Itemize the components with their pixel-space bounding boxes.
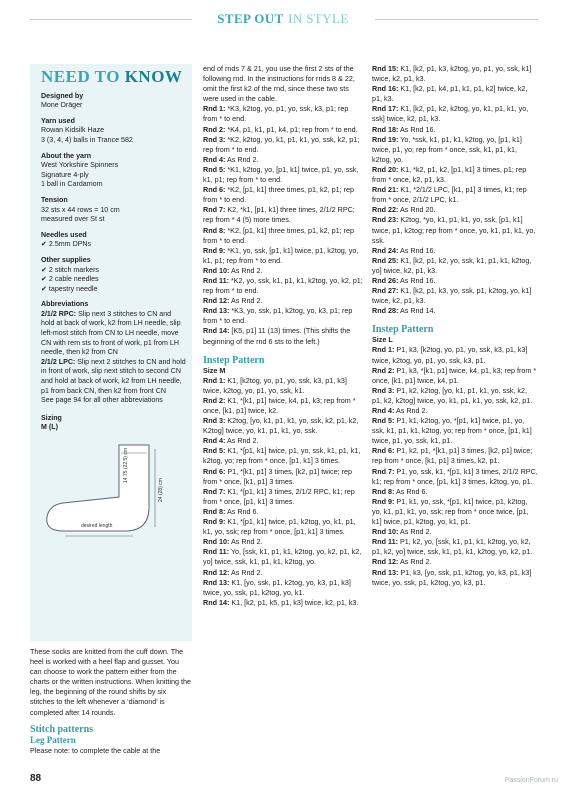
abbreviation-text: Slip next 2 stitches to CN and hold in front of work, slip next stitch to second CN and hold at back of work, k2 from LH needle, p1 from back CN, then k2 from front CN [41, 357, 186, 395]
round-row [372, 256, 538, 276]
round-label: Rnd 14: [203, 597, 230, 607]
round-text: As Rnd 2. [394, 406, 428, 415]
round-label: Rnd 24: [372, 245, 399, 255]
sidebar-section-line: ✔ 2 stitch markers [41, 265, 99, 274]
sidebar-section-label: Designed by [41, 91, 84, 100]
sidebar-section-line: measured over St st [41, 215, 105, 224]
round-row [203, 125, 363, 135]
round-text: As Rnd 2. [229, 265, 263, 275]
round-text: As Rnd 14. [398, 306, 436, 316]
round-row [372, 557, 538, 567]
round-row [372, 366, 538, 386]
round-text: P1, k3, [yo, ssk, p1, k2tog, yo, k3, p1, k3] twice, yo, ssk, p1, k2tog, yo, k3, p1. [372, 567, 532, 587]
round-row [203, 547, 363, 567]
round-label: Rnd 17: [372, 104, 399, 114]
round-text: As Rnd 16. [398, 275, 436, 285]
round-label: Rnd 5: [203, 446, 226, 456]
round-row [203, 487, 363, 507]
round-row [372, 276, 538, 286]
round-label: Rnd 2: [203, 395, 226, 405]
sidebar-section-label: Yarn used [41, 116, 75, 125]
column-middle [203, 64, 363, 608]
abbreviation-key: 2/1/2 RPC: [41, 309, 77, 318]
abbreviations-label: Abbreviations [41, 300, 89, 309]
page-number: 88 [30, 773, 42, 784]
abbreviation-text: Slip next 3 stitches to CN and hold at back of work, k2 from LH needle, slip left-most stitch from CN to LH needle, move CN with rem sts to front of work, p1 from LH needle, then k2 from CN [41, 309, 181, 357]
round-label: Rnd 3: [203, 416, 226, 426]
sidebar-section-line: 1 ball in Cardamom [41, 180, 103, 189]
sizing-label: Sizing [41, 413, 62, 422]
need-to-know-box [30, 64, 192, 641]
round-row [372, 568, 538, 588]
round-text: As Rnd 16. [398, 245, 436, 255]
round-text: K1, [yo, ssk, p1, k2tog, yo, k3, p1, k3] twice, yo, ssk, p1, k2tog, yo, k1. [203, 577, 351, 597]
round-text: P1, k1, k2tog, yo, *[p1, k1] twice, p1, yo, ssk, k1, p1, k1, k2tog, yo; rep from * once, [p1, k1] twice, p1, yo, ssk, k1, p1. [372, 416, 532, 446]
round-text: As Rnd 2. [398, 527, 432, 537]
round-text: P1, *[k1, p1] 3 times, [k2, p1] twice; rep from * once, [k1, p1] 3 times. [203, 466, 352, 486]
round-label: Rnd 26: [372, 275, 399, 285]
abbreviations-list [41, 310, 186, 396]
need-to-know-title: NEED TO KNOW [41, 67, 183, 86]
sock-side-label: 24 (28) cm [158, 478, 164, 502]
round-text: *K4, p1, k1, p1, k4, p1; rep from * to end. [225, 124, 358, 134]
round-label: Rnd 1: [372, 345, 395, 355]
round-row [372, 416, 538, 446]
stitch-patterns-heading: Stitch patterns [30, 723, 94, 735]
round-text: K1, *[p1, k1] twice, p1, yo, ssk, k1, p1, k1, k2tog, yo; rep from * once, [p1, k1] 3 times. [203, 446, 361, 466]
sock-diagram [41, 439, 186, 539]
round-row [372, 446, 538, 466]
round-label: Rnd 11: [203, 275, 229, 285]
watermark: PassionForum.ru [504, 777, 558, 784]
round-text: *K2, [p1, k1] three times, p1, k2, p1; rep from * to end. [203, 225, 355, 245]
round-label: Rnd 4: [372, 406, 395, 415]
sidebar-sections [41, 92, 186, 295]
round-row [203, 276, 363, 296]
round-row [203, 507, 363, 517]
round-text: *K2, k2tog, yo, k1, p1, k1, yo, ssk, k2, p1; rep from * to end. [203, 134, 360, 154]
round-text: *K2, yo, ssk, k1, p1, k1, k2tog, yo, k2, p1; rep from * to end. [203, 275, 363, 296]
round-text: As Rnd 2. [229, 296, 263, 306]
abbreviation-entry [41, 310, 186, 358]
sidebar-section-line: Signature 4-ply [41, 170, 89, 179]
round-text: *K3, k2tog, yo, p1, yo, ssk, k3, p1; rep from * to end. [203, 104, 349, 124]
instep-heading-l: Instep Pattern [372, 324, 434, 336]
instep-heading: Instep Pattern [203, 354, 265, 366]
round-label: Rnd 10: [372, 527, 399, 537]
round-label: Rnd 8: [203, 506, 226, 516]
round-label: Rnd 5: [372, 416, 395, 426]
round-text: K2, *k1, [p1, k1] three times, 2/1/2 RPC; rep from * 4 (5) more times. [203, 205, 355, 225]
round-label: Rnd 3: [372, 385, 395, 395]
round-row [203, 135, 363, 155]
round-row [372, 246, 538, 256]
intro-text: These socks are knitted from the cuff down. The heel is worked with a heel flap and gusset. You can choose to work the pattern either from the charts or the written instructions. When knitting the leg, the beginning of the round shifts by six stitches to the left whenever a ‘diamond’ is completed after 14 rounds. [30, 647, 191, 717]
round-row [372, 125, 538, 135]
instep-m-rows-b [372, 64, 538, 316]
round-label: Rnd 9: [203, 245, 226, 255]
round-text: K1, [k2, p1, k3, k2tog, yo, p1, yo, ssk, k1] twice, k2, p1, k3. [372, 64, 532, 84]
round-row [203, 205, 363, 225]
round-row [372, 467, 538, 487]
round-label: Rnd 12: [372, 557, 399, 567]
round-row [372, 215, 538, 245]
round-text: K1, [k2, p1, k2, k2tog, yo, k1, p1, k1, yo, ssk] twice, k2, p1, k3. [372, 104, 529, 124]
header-rule-left [30, 19, 192, 20]
round-row [203, 185, 363, 205]
round-label: Rnd 6: [372, 446, 395, 456]
round-label: Rnd 14: [203, 326, 230, 336]
leg-note: Please note: to complete the cable at the [30, 745, 161, 755]
round-row [203, 266, 363, 276]
round-text: P1, yo, ssk, k1, *[p1, k1] 3 times, 2/1/2 RPC, k1; rep from * once, [p1, k1] 3 times, k2tog, yo, p1. [372, 466, 538, 486]
round-row [203, 104, 363, 124]
round-text: P1, k2, k2tog, [yo, k1, p1, k1, yo, ssk, k2, p1, k2, k2tog] twice, yo, k1, p1, k1, yo, ssk, k2, p1. [372, 385, 533, 405]
round-label: Rnd 9: [203, 517, 226, 527]
sidebar-section-label: Tension [41, 195, 68, 204]
round-label: Rnd 11: [203, 547, 229, 557]
round-label: Rnd 23: [372, 215, 399, 225]
round-row [372, 487, 538, 497]
round-row [203, 246, 363, 266]
round-text: As Rnd 16. [398, 124, 436, 134]
round-label: Rnd 2: [372, 365, 395, 375]
round-row [372, 64, 538, 84]
round-text: K1, [k2tog, yo, p1, yo, ssk, k3, p1, k3] twice, k2tog, yo, p1, yo, ssk, k1. [203, 375, 347, 395]
round-label: Rnd 8: [372, 486, 395, 496]
round-label: Rnd 13: [203, 306, 230, 316]
round-row [203, 376, 363, 396]
round-text: K1, [k2, p1, k3, yo, ssk, p1, k2tog, yo, k1] twice, k2, p1, k3. [372, 286, 532, 306]
sidebar-section-line: ✔ 2 cable needles [41, 275, 99, 284]
round-label: Rnd 18: [372, 124, 399, 134]
round-text: K1, [k2, p1, k2, yo, ssk, k1, p1, k1, k2tog, yo] twice, k2, p1, k3. [372, 255, 532, 275]
sidebar-section-line: Mone Dräger [41, 101, 83, 110]
round-row [203, 226, 363, 246]
round-row [203, 517, 363, 537]
abbrev-note: See page 94 for all other abbreviations [41, 396, 163, 405]
round-row [203, 306, 363, 326]
round-text: K2tog, *yo, k1, p1, k1, yo, ssk, [p1, k1] twice, p1, k2tog; rep from * once, yo, k1, p1, k1, yo, ssk. [372, 215, 536, 245]
round-label: Rnd 1: [203, 375, 226, 385]
sidebar-section-line: ✔ 2.5mm DPNs [41, 240, 92, 249]
round-row [203, 436, 363, 446]
instep-l-rows [372, 345, 538, 587]
round-text: As Rnd 2. [398, 557, 432, 567]
round-label: Rnd 4: [203, 154, 226, 164]
round-label: Rnd 25: [372, 255, 399, 265]
round-text: [K5, p1] 11 (13) times. (This shifts the beginning of the rnd 6 sts to the left.) [203, 326, 351, 346]
sidebar-section-label: Needles used [41, 230, 87, 239]
sock-top-label: 14.75 (22.5) cm [123, 447, 129, 483]
col2-intro: end of rnds 7 & 21, you use the first 2 sts of the following rnd. In the instructions for rnds 8 & 22, omit the first k2 of the rnd, since these two sts were used in the cable. [203, 64, 355, 104]
round-label: Rnd 4: [203, 436, 226, 446]
round-text: As Rnd 2. [229, 537, 263, 547]
round-text: K1, *[p1, k1] twice, p1, k2tog, yo, k1, p1, k1, yo, ssk; rep from * once, [p1, k1] 3 times. [203, 517, 356, 537]
round-row [372, 185, 538, 205]
leg-pattern-heading: Leg Pattern [30, 734, 76, 745]
round-row [372, 286, 538, 306]
sidebar-section-line: ✔ tapestry needle [41, 284, 98, 293]
round-row [203, 396, 363, 416]
round-row [372, 386, 538, 406]
round-text: As Rnd 2. [229, 567, 263, 577]
round-row [372, 165, 538, 185]
round-row [203, 467, 363, 487]
round-row [203, 446, 363, 466]
round-text: As Rnd 20. [398, 205, 436, 215]
header-rule-right [375, 19, 538, 20]
round-row [203, 537, 363, 547]
size-l-label: Size L [372, 335, 393, 345]
round-text: K1, [k2, p1, k4, p1, k1, p1, k2] twice, k2, p1, k3. [372, 84, 528, 104]
round-label: Rnd 16: [372, 84, 399, 94]
sidebar-section-label: About the yarn [41, 151, 92, 160]
round-row [203, 296, 363, 306]
round-text: *K1, yo, ssk, [p1, k1] twice, p1, k2tog, yo, k1, p1; rep from * to end. [203, 245, 359, 265]
header-title-part1: STEP OUT [217, 11, 284, 26]
round-row [372, 527, 538, 537]
round-label: Rnd 13: [372, 567, 399, 577]
round-text: P1, k2, p1, *[k1, p1] 3 times, [k2, p1] twice; rep from * once, [k1, p1] 3 times, k2, p1. [372, 446, 533, 466]
sock-outline-icon [41, 439, 186, 539]
round-text: P1, k1, yo, ssk, *[p1, k1] twice, p1, k2tog, yo, k1, p1, k1, yo, ssk; rep from * once twice, [p1, k1] twice, p1, k2tog, yo, k1, p1. [372, 496, 529, 527]
round-label: Rnd 22: [372, 205, 399, 215]
sidebar-section-line: 32 sts x 44 rows = 10 cm [41, 205, 120, 214]
round-row [372, 306, 538, 316]
round-label: Rnd 6: [203, 466, 226, 476]
round-label: Rnd 3: [203, 134, 226, 144]
round-label: Rnd 1: [203, 104, 226, 114]
abbreviation-key: 2/1/2 LPC: [41, 357, 76, 366]
round-row [372, 84, 538, 104]
round-label: Rnd 10: [203, 265, 230, 275]
round-row [372, 135, 538, 165]
header-title-part2: IN STYLE [288, 11, 349, 26]
instep-m-rows-a [203, 376, 363, 608]
sock-bottom-label: desired length [81, 523, 113, 529]
round-label: Rnd 8: [203, 225, 226, 235]
round-text: K1, *[p1, k1] 3 times, 2/1/2 RPC, k1; rep from * once, [p1, k1] 3 times. [203, 486, 355, 506]
sidebar-section-line: 3 (3, 4, 4) balls in Trance 582 [41, 135, 133, 144]
round-text: K1, *k2, p1, k2, [p1, k1] 3 times, p1; rep from * once, k2, p1, k3. [372, 164, 527, 185]
round-label: Rnd 10: [203, 537, 230, 547]
size-m-label: Size M [203, 365, 226, 375]
sidebar-section-label: Other supplies [41, 255, 91, 264]
sizing-value: M (L) [41, 423, 58, 432]
round-label: Rnd 9: [372, 496, 395, 506]
round-text: K1, [k2, p1, k5, p1, k3] twice, k2, p1, k3. [229, 597, 359, 607]
round-text: As Rnd 6. [394, 486, 428, 496]
round-text: As Rnd 2. [225, 436, 259, 446]
round-text: P1, k3, [k2tog, yo, p1, yo, ssk, k3, p1, k3] twice, k2tog, yo, p1, yo, ssk, k3, p1. [372, 345, 528, 365]
round-label: Rnd 15: [372, 64, 399, 73]
round-row [372, 406, 538, 416]
round-row [372, 345, 538, 365]
round-label: Rnd 21: [372, 185, 399, 195]
round-text: Yo, *ssk, k1, p1, k1, k2tog, yo, [p1, k1] twice, p1, yo; rep from * once, ssk, k1, p1, k1, k2tog, yo. [372, 134, 522, 164]
round-text: *K3, yo, ssk, p1, k2tog, yo, k3, p1; rep from * to end. [203, 306, 353, 326]
round-label: Rnd 27: [372, 286, 399, 296]
round-label: Rnd 7: [372, 466, 395, 476]
sidebar-section-line: West Yorkshire Spinners [41, 161, 119, 170]
round-row [372, 205, 538, 215]
round-label: Rnd 7: [203, 486, 226, 496]
abbreviation-entry [41, 358, 186, 396]
intro-column [30, 647, 192, 756]
round-row [203, 155, 363, 165]
round-text: *K2, [p1, k1] three times, p1, k2, p1; rep from * to end. [203, 185, 355, 205]
round-label: Rnd 28: [372, 306, 399, 316]
round-row [203, 165, 363, 185]
sidebar-section-line: Rowan Kidsilk Haze [41, 126, 105, 135]
round-label: Rnd 11: [372, 537, 398, 547]
round-label: Rnd 12: [203, 296, 230, 306]
leg-rows [203, 104, 363, 346]
round-label: Rnd 20: [372, 164, 399, 174]
round-label: Rnd 12: [203, 567, 230, 577]
round-label: Rnd 5: [203, 164, 226, 174]
round-text: As Rnd 2. [225, 154, 259, 164]
round-text: As Rnd 6. [225, 506, 259, 516]
round-row [203, 416, 363, 436]
round-text: *K1, k2tog, yo, [p1, k1] twice, p1, yo, ssk, k1, p1; rep from * to end. [203, 164, 359, 185]
round-row [372, 497, 538, 527]
round-row [203, 326, 363, 346]
round-label: Rnd 19: [372, 134, 399, 144]
round-text: Yo, [ssk, k1, p1, k1, k2tog, yo, k2, p1, k2, yo] twice, ssk, k1, p1, k1, k2tog, yo. [203, 547, 362, 567]
round-row [372, 537, 538, 557]
round-label: Rnd 2: [203, 124, 226, 134]
round-text: K1, *[k1, p1] twice, k4, p1, k3; rep from * once, [k1, p1] twice, k2. [203, 395, 356, 415]
round-row [203, 598, 363, 608]
column-right [372, 64, 538, 588]
round-text: P1, k3, *[k1, p1] twice, k4, p1, k3; rep from * once, [k1, p1] twice, k4, p1. [372, 365, 537, 385]
round-text: P1, k2, yo, [ssk, k1, p1, k1, k2tog, yo, k2, p1, k2, yo] twice, ssk, k1, p1, k1, k2tog, yo, k2, p1. [372, 537, 533, 557]
round-text: K2tog, [yo, k1, p1, k1, yo, ssk, k2, p1, k2, K2tog] twice, yo, k1, p1, k1, yo, ssk. [203, 416, 359, 436]
round-label: Rnd 7: [203, 205, 226, 215]
round-row [372, 104, 538, 124]
round-row [203, 568, 363, 578]
round-row [203, 578, 363, 598]
round-text: K1, *2/1/2 LPC, [k1, p1] 3 times, k1; rep from * once, 2/1/2 LPC, k1. [372, 185, 527, 205]
round-label: Rnd 6: [203, 185, 226, 195]
round-label: Rnd 13: [203, 577, 230, 587]
